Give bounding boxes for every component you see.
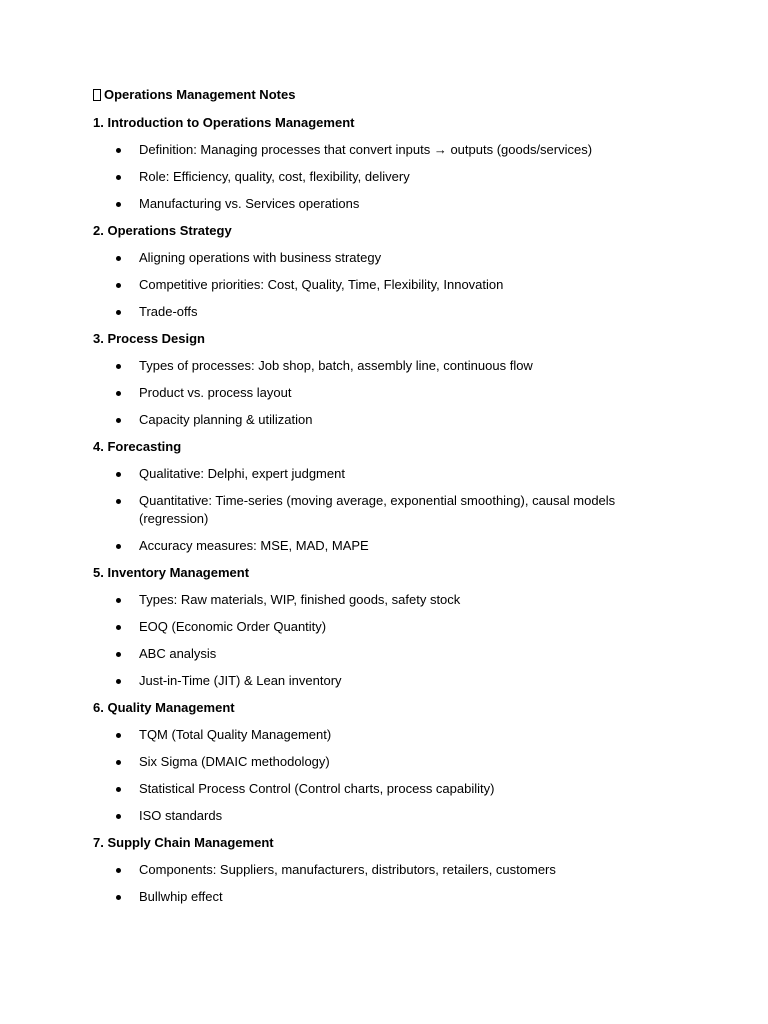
bullet-icon	[116, 256, 121, 261]
list-item	[93, 780, 619, 798]
bullet-icon	[116, 760, 121, 765]
list-item	[93, 276, 619, 294]
bullet-list	[93, 726, 768, 825]
bullet-list	[93, 141, 768, 213]
bullet-icon	[116, 364, 121, 369]
list-item	[93, 861, 619, 879]
bullet-list	[93, 861, 768, 906]
list-item-text: Components: Suppliers, manufacturers, distributors, retailers, customers	[139, 862, 556, 877]
list-item	[93, 537, 619, 555]
list-item	[93, 141, 619, 159]
list-item	[93, 492, 619, 528]
bullet-list	[93, 591, 768, 690]
document-title: Operations Management Notes	[104, 87, 296, 102]
list-item	[93, 303, 619, 321]
list-item	[93, 168, 619, 186]
list-item	[93, 411, 619, 429]
document-title-line	[93, 86, 768, 104]
list-item	[93, 753, 619, 771]
section	[93, 330, 768, 429]
bullet-icon	[116, 472, 121, 477]
section	[93, 564, 768, 690]
missing-glyph-icon	[93, 89, 101, 101]
bullet-icon	[116, 391, 121, 396]
bullet-list	[93, 357, 768, 429]
bullet-icon	[116, 202, 121, 207]
bullet-icon	[116, 499, 121, 504]
section-heading: 6. Quality Management	[93, 700, 235, 715]
list-item-text: Types of processes: Job shop, batch, assembly line, continuous flow	[139, 358, 533, 373]
list-item-text: Six Sigma (DMAIC methodology)	[139, 754, 330, 769]
list-item	[93, 618, 619, 636]
section-heading: 3. Process Design	[93, 331, 205, 346]
list-item	[93, 672, 619, 690]
list-item-text: Product vs. process layout	[139, 385, 292, 400]
section	[93, 834, 768, 906]
list-item-text: Capacity planning & utilization	[139, 412, 313, 427]
section	[93, 222, 768, 321]
list-item-text: Statistical Process Control (Control charts, process capability)	[139, 781, 495, 796]
section	[93, 438, 768, 555]
bullet-icon	[116, 814, 121, 819]
list-item-text: Bullwhip effect	[139, 889, 223, 904]
list-item	[93, 645, 619, 663]
bullet-list	[93, 249, 768, 321]
section	[93, 699, 768, 825]
bullet-icon	[116, 787, 121, 792]
bullet-list	[93, 465, 768, 555]
list-item-text: EOQ (Economic Order Quantity)	[139, 619, 327, 634]
section-heading: 7. Supply Chain Management	[93, 835, 274, 850]
bullet-icon	[116, 544, 121, 549]
list-item-text: Types: Raw materials, WIP, finished goods, safety stock	[139, 592, 461, 607]
list-item	[93, 384, 619, 402]
list-item	[93, 195, 619, 213]
section-heading: 4. Forecasting	[93, 439, 182, 454]
list-item-text: Just-in-Time (JIT) & Lean inventory	[139, 673, 342, 688]
bullet-icon	[116, 625, 121, 630]
bullet-icon	[116, 175, 121, 180]
bullet-icon	[116, 310, 121, 315]
list-item-text: TQM (Total Quality Management)	[139, 727, 332, 742]
section	[93, 114, 768, 213]
list-item	[93, 726, 619, 744]
bullet-icon	[116, 418, 121, 423]
section-heading: 1. Introduction to Operations Management	[93, 115, 355, 130]
bullet-icon	[116, 679, 121, 684]
list-item-text: Manufacturing vs. Services operations	[139, 196, 360, 211]
list-item	[93, 807, 619, 825]
bullet-icon	[116, 733, 121, 738]
list-item	[93, 357, 619, 375]
list-item-text: ABC analysis	[139, 646, 217, 661]
bullet-icon	[116, 148, 121, 153]
bullet-icon	[116, 868, 121, 873]
bullet-icon	[116, 652, 121, 657]
sections-container	[93, 114, 768, 906]
list-item-text: Accuracy measures: MSE, MAD, MAPE	[139, 538, 369, 553]
list-item-text: Aligning operations with business strategy	[139, 250, 382, 265]
list-item-text: Role: Efficiency, quality, cost, flexibility, delivery	[139, 169, 410, 184]
bullet-icon	[116, 895, 121, 900]
list-item-text: Quantitative: Time-series (moving average, exponential smoothing), causal models (regression)	[139, 493, 616, 526]
list-item-text: ISO standards	[139, 808, 223, 823]
list-item-text: Qualitative: Delphi, expert judgment	[139, 466, 345, 481]
list-item	[93, 465, 619, 483]
list-item-text: Definition: Managing processes that convert inputs → outputs (goods/services)	[139, 142, 593, 157]
list-item	[93, 591, 619, 609]
list-item	[93, 249, 619, 267]
bullet-icon	[116, 598, 121, 603]
list-item	[93, 888, 619, 906]
list-item-text: Competitive priorities: Cost, Quality, Time, Flexibility, Innovation	[139, 277, 504, 292]
section-heading: 2. Operations Strategy	[93, 223, 232, 238]
bullet-icon	[116, 283, 121, 288]
section-heading: 5. Inventory Management	[93, 565, 250, 580]
list-item-text: Trade-offs	[139, 304, 198, 319]
